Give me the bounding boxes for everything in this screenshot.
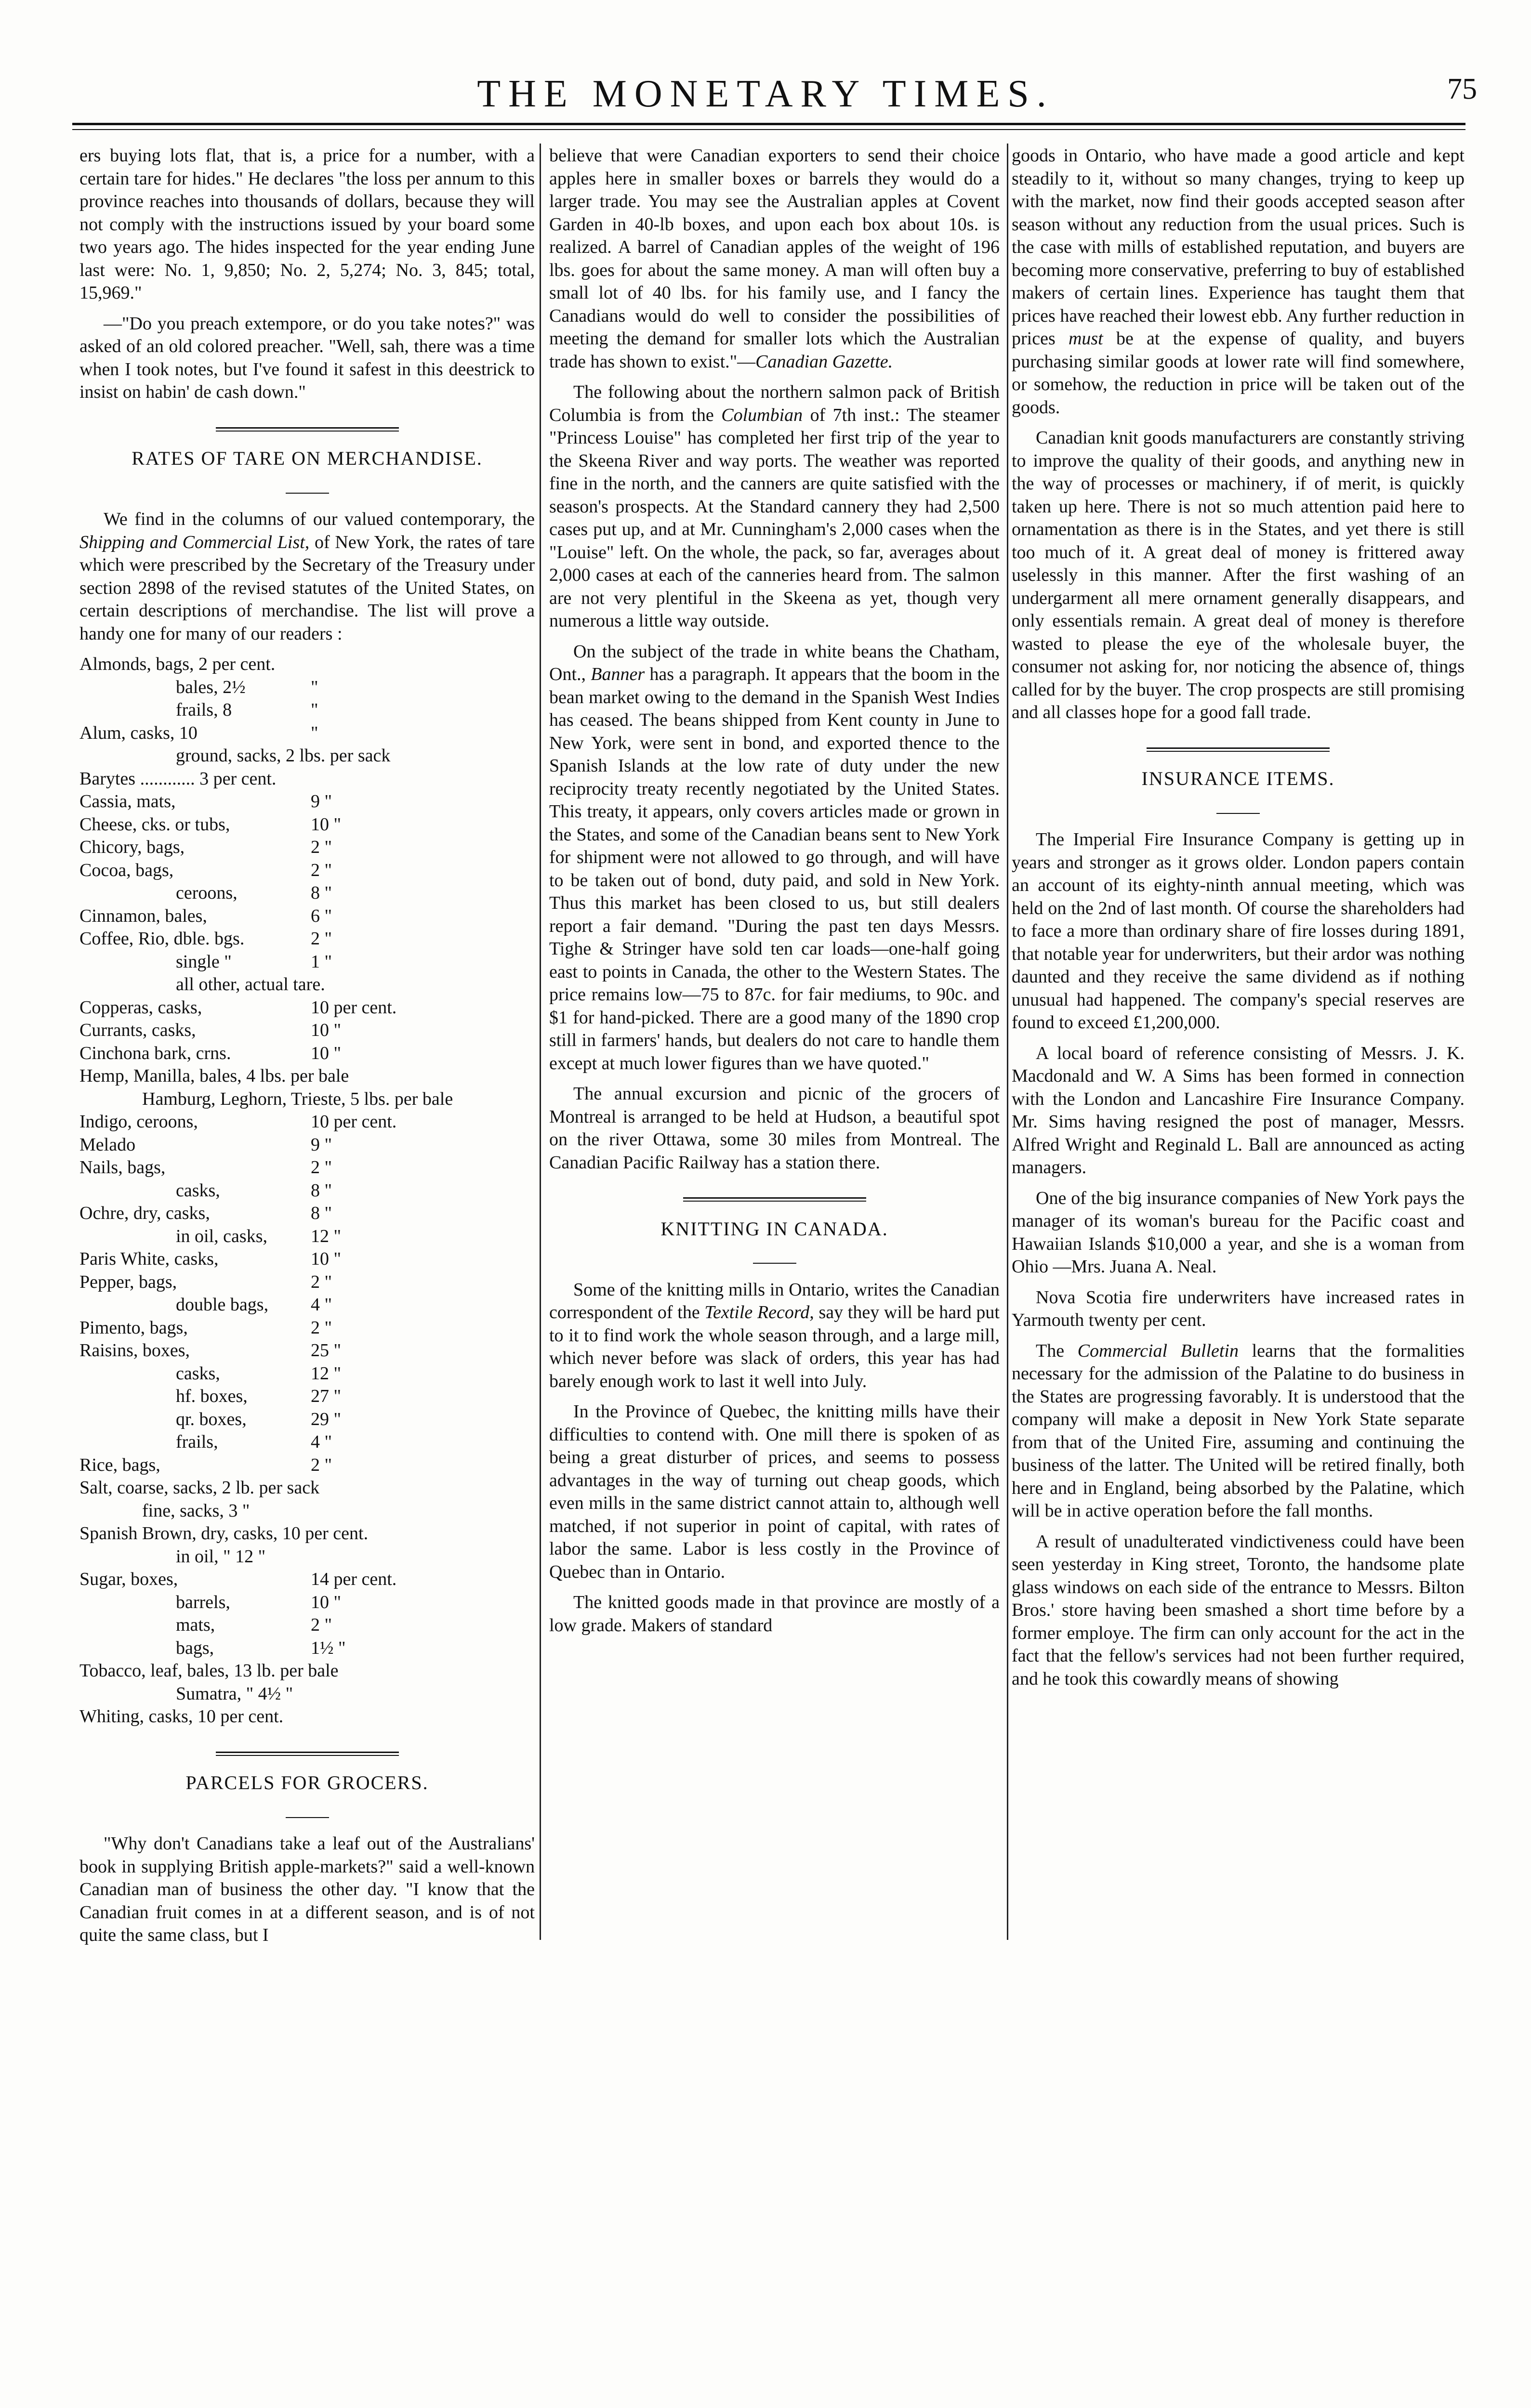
tare-rate: 6 " [311,905,332,926]
publication-name: Commercial Bulletin [1077,1340,1239,1361]
tare-row [79,1042,535,1065]
tare-row [79,1179,535,1203]
tare-item: in oil, " 12 " [176,1546,266,1567]
paragraph: Nova Scotia fire underwriters have increased rates in Yarmouth twenty per cent. [1012,1287,1465,1330]
tare-row [79,1454,535,1477]
tare-row [79,1683,535,1706]
tare-row [79,1065,535,1088]
tare-row [79,745,535,768]
tare-rate: 10 per cent. [311,1112,397,1132]
tare-row [79,1637,535,1660]
tare-rate: 2 " [311,1615,332,1635]
tare-row [79,790,535,813]
section-heading-tare: RATES OF TARE ON MERCHANDISE. [132,447,483,469]
tare-rate: 4 " [311,1432,332,1452]
tare-item: bags, [176,1637,214,1658]
tare-rate: 10 " [311,1249,342,1269]
tare-item: bales, 2½ [176,677,246,697]
tare-item: qr. boxes, [176,1409,247,1429]
short-rule [1012,797,1465,820]
tare-row [79,1134,535,1157]
tare-item: single " [176,951,232,972]
tare-item: barrels, [176,1592,230,1612]
tare-rate: 10 " [311,1592,342,1612]
column-2 [549,144,1000,2398]
publication-name: Columbian [721,405,803,425]
tare-item: Alum, casks, 10 [79,722,198,743]
tare-rate: 2 " [311,1271,332,1292]
tare-rate: " [311,700,318,720]
paragraph: The following about the northern salmon pack of British Columbia is from the Columbian of 7th inst.: The steamer "Princess Louise" has completed her first trip of the year to the Skeena River and way ports. The weather was reported fine in the north, and the canners are quite satisfied with the season's prospects. At the Standard cannery they had 2,500 cases put up, and at Mr. Cunningham's 2,000 cases when the "Louise" left. On the whole, the pack, so far, averages about 2,000 cases at each of the canneries heard from. The salmon are not very plentiful in the Skeena as yet, though very numerous a little way outside. [549,382,1000,631]
tare-item: Cocoa, bags, [79,860,174,880]
paragraph: A local board of reference consisting of Messrs. J. K. Macdonald and W. A Sims has been formed in connection with the London and Lancashire Fire Insurance Company. Mr. Sims having resigned the post of manager, Messrs. Alfred Wright and Reginald L. Ball are announced as acting managers. [1012,1043,1465,1178]
tare-rate: 2 " [311,837,332,857]
paragraph: ers buying lots flat, that is, a price for a number, with a certain tare for hides." He declares "the loss per annum to this province reaches into thousands of dollars, because they will not comply with the instructions issued by your board some two years ago. The hides inspected for the year ending June last were: No. 1, 9,850; No. 2, 5,274; No. 3, 845; total, 15,969." [79,145,535,303]
tare-row [79,1385,535,1408]
publication-name: Banner [591,664,645,684]
paragraph: The knitted goods made in that province are mostly of a low grade. Makers of standard [549,1592,1000,1636]
tare-rate: 9 " [311,1134,332,1155]
tare-item: Pepper, bags, [79,1271,177,1292]
tare-row [79,1660,535,1683]
paragraph: believe that were Canadian exporters to send their choice apples here in smaller boxes or barrels they would do a larger trade. You may see the Australian apples at Covent Garden in 40-lb boxes, and upon each box about 10s. is realized. A barrel of Canadian apples of the weight of 196 lbs. goes for about the same money. A man will often buy a small lot of 40 lbs. for his family use, and I fancy the Canadians would do well to consider the possibilities of meeting the demand for smaller lots which the Australian trade has shown to exist."—Canadian Gazette. [549,145,1000,372]
tare-row [79,1705,535,1728]
tare-row [79,1477,535,1500]
tare-row [79,1202,535,1225]
tare-rate: " [311,722,318,743]
tare-rate: " [311,677,318,697]
tare-rate: 8 " [311,1180,332,1201]
section-heading-knitting: KNITTING IN CANADA. [660,1217,888,1240]
tare-row [79,1294,535,1317]
tare-rate: 10 " [311,1020,342,1040]
tare-row [79,836,535,859]
tare-item: casks, [176,1363,220,1384]
header-rule [72,123,1465,125]
tare-item: Hemp, Manilla, bales, 4 lbs. per bale [79,1066,349,1086]
tare-row [79,1591,535,1614]
tare-row [79,699,535,722]
tare-row [79,1614,535,1637]
section-separator [549,1185,1000,1208]
paragraph: goods in Ontario, who have made a good article and kept steadily to it, without so many changes, trying to keep up with the market, now find their goods accepted season after season without any reduction from the usual prices. Such is the case with mills of established reputation, and buyers are becoming more conservative, preferring to buy of established makers of certain lines. Experience has taught them that prices have reached their lowest ebb. Any further reduction in prices must be at the expense of quality, and buyers purchasing similar goods at lower rate will find somewhere, or somehow, the reduction in price will be taken out of the goods. [1012,145,1465,418]
paragraph: In the Province of Quebec, the knitting mills have their difficulties to contend with. One mill there is spoken of as being a great disturber of prices, and seems to possess advantages in the way of turning out cheap goods, which even mills in the same district cannot attain to, although well matched, if not superior in point of capital, with rates of labor the same. Labor is less costly in the Province of Quebec than in Ontario. [549,1401,1000,1582]
short-rule [79,477,535,500]
tare-rate: 10 per cent. [311,997,397,1018]
tare-rate: 2 " [311,860,332,880]
tare-row [79,996,535,1020]
tare-item: Barytes ............ 3 per cent. [79,768,277,789]
tare-rate: 25 " [311,1340,342,1361]
tare-rate: 2 " [311,1157,332,1178]
tare-row [79,722,535,745]
tare-item: Tobacco, leaf, bales, 13 lb. per bale [79,1661,339,1681]
tare-rate: 2 " [311,929,332,949]
tare-item: casks, [176,1180,220,1201]
publication-name: Textile Record, [704,1302,814,1322]
tare-rate: 2 " [311,1317,332,1338]
tare-item: mats, [176,1615,215,1635]
tare-rate: 1½ " [311,1637,346,1658]
tare-item: Whiting, casks, 10 per cent. [79,1706,284,1727]
tare-row [79,1339,535,1362]
paragraph: The Imperial Fire Insurance Company is getting up in years and stronger as it grows older. London papers contain an account of its eighty-ninth annual meeting, which was held on the 2nd of last month. Of course the shareholders had to face a more than ordinary share of fire losses during 1891, that notable year for underwriters, but their ardor was nothing daunted and they receive the same dividend as if nothing unusual had happened. The company's special reserves are found to exceed £1,200,000. [1012,829,1465,1033]
tare-item: Cassia, mats, [79,791,176,811]
tare-item: Pimento, bags, [79,1317,188,1338]
paragraph: The Commercial Bulletin learns that the formalities necessary for the admission of the Palatine to do business in the States are progressing favorably. It is understood that the company will make a deposit in New York State separate from that of the United Fire, assuming and continuing the business of the latter. The United will be retired finally, both here and in England, being absorbed by the Palatine, which will be in active operation before the fall months. [1012,1340,1465,1521]
tare-row [79,1317,535,1340]
tare-rate: 2 " [311,1454,332,1475]
tare-item: Indigo, ceroons, [79,1112,198,1132]
tare-item: Melado [79,1134,136,1155]
tare-rate: 29 " [311,1409,342,1429]
paragraph: One of the big insurance companies of New York pays the manager of its woman's bureau for the Pacific coast and Hawaiian Islands $10,000 a year, and she is a woman from Ohio —Mrs. Juana A. Neal. [1012,1188,1465,1277]
section-heading-parcels: PARCELS FOR GROCERS. [185,1772,429,1793]
section-heading-insurance: INSURANCE ITEMS. [1141,768,1335,789]
publication-name: Canadian Gazette. [755,351,893,372]
tare-item: Cheese, cks. or tubs, [79,814,230,835]
tare-rate: 12 " [311,1363,342,1384]
column-1 [79,144,535,2398]
tare-list [79,653,535,1728]
tare-row [79,928,535,951]
tare-item: Currants, casks, [79,1020,196,1040]
tare-row [79,1088,535,1111]
tare-rate: 14 per cent. [311,1569,397,1589]
tare-item: Salt, coarse, sacks, 2 lb. per sack [79,1478,320,1498]
tare-row [79,1271,535,1294]
tare-item: Sugar, boxes, [79,1569,178,1589]
short-rule [549,1247,1000,1270]
tare-row [79,905,535,928]
tare-rate: 9 " [311,791,332,811]
tare-row [79,882,535,905]
tare-row [79,1019,535,1042]
tare-item: frails, [176,1432,218,1452]
tare-row [79,1522,535,1545]
tare-rate: 8 " [311,883,332,903]
tare-row [79,1408,535,1431]
tare-row [79,1431,535,1454]
tare-item: all other, actual tare. [176,974,325,995]
tare-row [79,1362,535,1386]
tare-row [79,813,535,837]
paragraph: Some of the knitting mills in Ontario, writes the Canadian correspondent of the Textile Record, say they will be hard put to it to find work the whole season through, and a large mill, which never before was slack of orders, this year has had barely enough work to last it well into July. [549,1279,1000,1391]
paragraph: The annual excursion and picnic of the grocers of Montreal is arranged to be held at Hudson, a beautiful spot on the river Ottawa, some 30 miles from Montreal. The Canadian Pacific Railway has a station there. [549,1084,1000,1173]
tare-item: ceroons, [176,883,238,903]
tare-row [79,951,535,974]
tare-item: in oil, casks, [176,1226,267,1246]
tare-item: Cinchona bark, crns. [79,1043,231,1063]
tare-rate: 10 " [311,1043,342,1063]
page-number: 75 [1447,73,1477,105]
section-separator [1012,735,1465,758]
column-3 [1012,144,1465,2398]
emphasis: must [1068,328,1103,349]
tare-item: Rice, bags, [79,1454,160,1475]
tare-item: ground, sacks, 2 lbs. per sack [176,746,391,766]
tare-rate: 12 " [311,1226,342,1246]
publication-name: Shipping and Commercial List, [79,532,310,552]
tare-row [79,768,535,791]
masthead [0,72,1531,125]
paragraph: On the subject of the trade in white beans the Chatham, Ont., Banner has a paragraph. It appears that the boom in the bean market owing to the demand in the Spanish West Indies has ceased. The beans shipped from Kent county in June to New York, were sent in bond, and exported thence to the Spanish Islands at the low rate of duty under the new reciprocity treaty recently negotiated by the United States. This treaty, it appears, only covers articles made or grown in the States, and some of the Canadian beans sent to New York for shipment were not allowed to go through, and will have to be taken out of bond, duty paid, and sold in New York. Thus this market has been closed to us, but still dealers report a fair demand. "During the past ten days Messrs. Tighe & Stringer have sold ten car loads—one-half going east to points in Canada, the other to the Western States. The price remains low—75 to 87c. for fair mediums, to 90c. and $1 for hand-picked. There are a good many of the 1890 crop still in farmers' hands, but dealers do not care to handle them except at much lower figures than we have quoted." [549,641,1000,1073]
tare-item: Almonds, bags, 2 per cent. [79,654,276,674]
tare-item: Coffee, Rio, dble. bgs. [79,929,245,949]
tare-item: Ochre, dry, casks, [79,1203,210,1223]
column-divider [1007,144,1008,1940]
tare-item: fine, sacks, 3 " [142,1500,250,1521]
tare-item: double bags, [176,1295,269,1315]
tare-row [79,653,535,676]
tare-item: Nails, bags, [79,1157,166,1178]
paragraph: Canadian knit goods manufacturers are constantly striving to improve the quality of their goods, and anything new in the way of processes or machinery, if of merit, is quickly taken up here. There is not so much attention paid here to ornamentation as there is in the States, and yet there is still too much of it. A great deal of money is frittered away uselessly in this manner. After the first washing of an undergarment all mere ornament generally disappears, and only essentials remain. A great deal of money is therefore wasted to please the eye of the wholesale buyer, the consumer not asking for, nor noticing the absence of, things called for by the buyer. The crop prospects are still promising and all classes hope for a good fall trade. [1012,428,1465,722]
tare-item: Paris White, casks, [79,1249,219,1269]
tare-row [79,1500,535,1523]
tare-item: Copperas, casks, [79,997,202,1018]
paragraph: A result of unadulterated vindictiveness could have been seen yesterday in King street, Toronto, the handsome plate glass windows on each side of the entrance to Messrs. Bilton Bros.' store having been smashed a short time before by a former employe. The firm can only account for the act in the fact that the fellow's services had not been further required, and he took this cowardly means of showing [1012,1531,1465,1689]
header-rule-thin [72,129,1465,130]
section-separator [79,1739,535,1762]
tare-rate: 27 " [311,1386,342,1406]
tare-row [79,1568,535,1591]
tare-rate: 8 " [311,1203,332,1223]
short-rule [79,1801,535,1824]
tare-item: hf. boxes, [176,1386,248,1406]
tare-row [79,1545,535,1569]
tare-rate: 1 " [311,951,332,972]
newspaper-title: THE MONETARY TIMES. [477,73,1054,115]
tare-item: Hamburg, Leghorn, Trieste, 5 lbs. per bale [142,1088,453,1109]
tare-item: Cinnamon, bales, [79,905,207,926]
tare-item: frails, 8 [176,700,232,720]
paragraph: "Why don't Canadians take a leaf out of the Australians' book in supplying British apple-markets?" said a well-known Canadian man of business the other day. "I know that the Canadian fruit comes in at a different season, and is of not quite the same class, but I [79,1833,535,1945]
tare-item: Sumatra, " 4½ " [176,1683,293,1704]
tare-row [79,676,535,699]
tare-item: Raisins, boxes, [79,1340,190,1361]
tare-rate: 4 " [311,1295,332,1315]
tare-item: Spanish Brown, dry, casks, 10 per cent. [79,1523,369,1544]
tare-row [79,859,535,882]
section-separator [79,415,535,438]
tare-row [79,1156,535,1179]
tare-rate: 10 " [311,814,342,835]
tare-row [79,1225,535,1248]
tare-row [79,1248,535,1271]
tare-item: Chicory, bags, [79,837,185,857]
tare-row [79,973,535,996]
paragraph: —"Do you preach extempore, or do you take notes?" was asked of an old colored preacher. "Well, sah, there was a time when I took notes, but I've found it safest in this deestrick to insist on habin' de cash down." [79,313,535,402]
tare-row [79,1111,535,1134]
paragraph: We find in the columns of our valued contemporary, the Shipping and Commercial List, of New York, the rates of tare which were prescribed by the Secretary of the Treasury under section 2898 of the revised statutes of the United States, on certain descriptions of merchandise. The list will prove a handy one for many of our readers : [79,509,535,644]
column-divider [540,144,541,1940]
